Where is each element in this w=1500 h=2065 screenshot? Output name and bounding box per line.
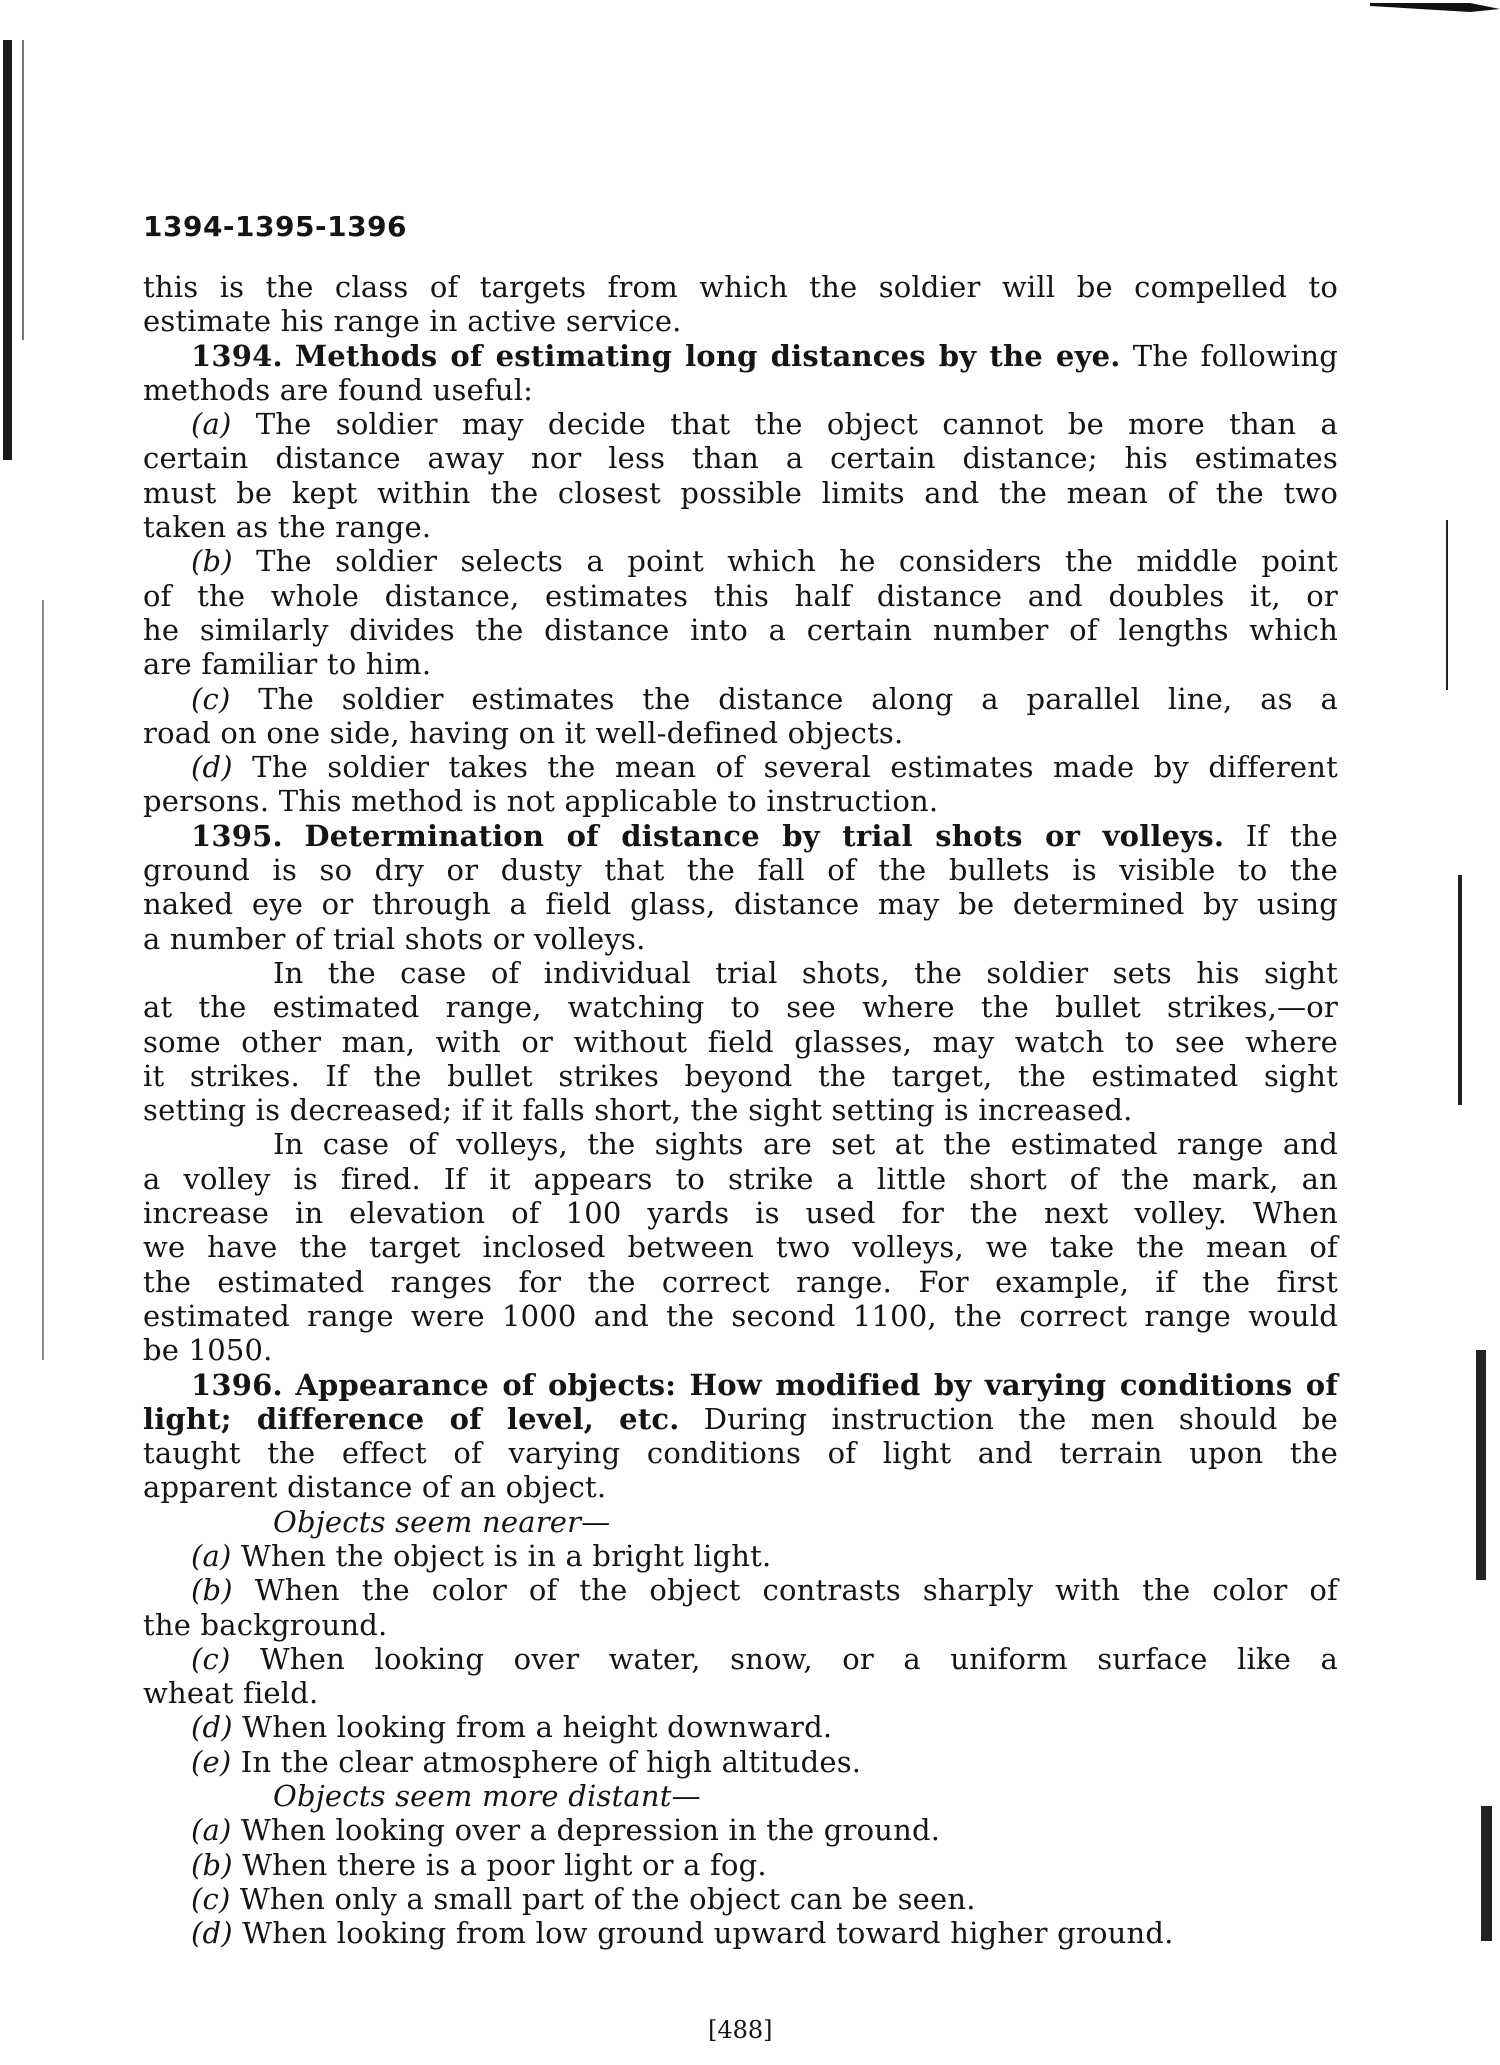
text-line <box>143 339 1338 373</box>
text-line <box>143 579 1338 613</box>
line-text: some other man, with or without field glasses, may watch to see where <box>143 1024 1338 1059</box>
line-text: of the whole distance, estimates this half distance and doubles it, or <box>143 578 1338 613</box>
list-intro: Objects seem nearer— <box>273 1504 611 1539</box>
text-line <box>143 1127 1338 1161</box>
item-label: (c) <box>191 1881 231 1916</box>
page-number: [488] <box>708 2016 773 2044</box>
corner-arrow-mark <box>1370 0 1500 14</box>
line-text: In the clear atmosphere of high altitudes. <box>231 1744 862 1779</box>
line-text: the estimated ranges for the correct range. For example, if the first <box>143 1264 1338 1299</box>
line-text: taken as the range. <box>143 510 432 545</box>
text-line <box>143 1848 1338 1882</box>
line-text: this is the class of targets from which the soldier will be compelled to <box>143 270 1338 304</box>
text-line <box>143 1642 1338 1676</box>
text-line <box>143 1436 1338 1470</box>
text-line <box>143 1745 1338 1779</box>
line-text: When looking from low ground upward toward higher ground. <box>232 1916 1174 1951</box>
text-line <box>143 373 1338 407</box>
text-line <box>143 1196 1338 1230</box>
section-number: 1394. <box>191 338 283 373</box>
text-line <box>143 1779 1338 1813</box>
text-line <box>143 1402 1338 1436</box>
item-label: (b) <box>191 1573 233 1608</box>
line-text: When only a small part of the object can be seen. <box>230 1881 976 1916</box>
text-line <box>143 887 1338 921</box>
item-label: (c) <box>191 1641 231 1676</box>
scan-edge-left <box>3 40 12 460</box>
item-label: (b) <box>191 544 233 579</box>
item-label: (e) <box>191 1744 232 1779</box>
line-text: When the color of the object contrasts sharply with the color of <box>232 1573 1338 1608</box>
text-line <box>143 1573 1338 1607</box>
line-text: The soldier takes the mean of several estimates made by different <box>232 750 1338 785</box>
section-range-header: 1394-1395-1396 <box>143 210 408 243</box>
text-line <box>143 407 1338 441</box>
item-label: (a) <box>191 407 232 442</box>
text-line <box>143 784 1338 818</box>
line-text: setting is decreased; if it falls short, the sight setting is increased. <box>143 1093 1133 1128</box>
line-text: In case of volleys, the sights are set at the estimated range and <box>273 1127 1338 1162</box>
line-text: ground is so dry or dusty that the fall of the bullets is visible to the <box>143 853 1338 888</box>
item-label: (a) <box>191 1813 232 1848</box>
line-text: increase in elevation of 100 yards is used for the next volley. When <box>143 1196 1338 1231</box>
line-text: road on one side, having on it well-defined objects. <box>143 715 904 750</box>
line-text: are familiar to him. <box>143 647 432 682</box>
line-text: When looking over a depression in the ground. <box>231 1813 941 1848</box>
text-line <box>143 1368 1338 1402</box>
line-text: must be kept within the closest possible limits and the mean of the two <box>143 475 1338 510</box>
text-line <box>143 613 1338 647</box>
line-text: During instruction the men should be <box>679 1401 1338 1436</box>
text-line <box>143 476 1338 510</box>
text-line <box>143 1299 1338 1333</box>
item-label: (d) <box>191 1916 233 1951</box>
text-line <box>143 716 1338 750</box>
line-text: he similarly divides the distance into a certain number of lengths which <box>143 612 1338 647</box>
line-text: methods are found useful: <box>143 372 534 407</box>
text-line <box>143 270 1338 304</box>
text-line <box>143 1470 1338 1504</box>
margin-mark-right-1 <box>1446 520 1448 690</box>
line-text: we have the target inclosed between two volleys, we take the mean of <box>143 1230 1338 1265</box>
line-text: taught the effect of varying conditions of light and terrain upon the <box>143 1436 1338 1471</box>
section-number: 1396. <box>191 1367 283 1402</box>
line-text: When there is a poor light or a fog. <box>232 1847 767 1882</box>
text-line <box>143 1813 1338 1847</box>
line-text: The soldier may decide that the object cannot be more than a <box>231 407 1338 442</box>
section-heading: Appearance of objects: How modified by varying conditions of <box>295 1367 1339 1402</box>
text-line <box>143 1265 1338 1299</box>
text-line <box>143 956 1338 990</box>
text-line <box>143 1710 1338 1744</box>
text-line <box>143 1059 1338 1093</box>
text-line <box>143 1162 1338 1196</box>
text-line <box>143 1676 1338 1710</box>
line-text: In the case of individual trial shots, the soldier sets his sight <box>273 955 1338 990</box>
text-line <box>143 750 1338 784</box>
line-text: estimated range were 1000 and the second 1100, the correct range would <box>143 1298 1338 1333</box>
line-text: wheat field. <box>143 1676 319 1711</box>
text-line <box>143 1608 1338 1642</box>
item-label: (b) <box>191 1847 233 1882</box>
line-text: be 1050. <box>143 1333 273 1368</box>
item-label: (a) <box>191 1538 232 1573</box>
text-line <box>143 510 1338 544</box>
item-label: (d) <box>191 750 233 785</box>
text-line <box>143 304 1338 338</box>
scan-edge-left-3 <box>42 600 44 1360</box>
text-line <box>143 990 1338 1024</box>
line-text: a volley is fired. If it appears to strike a little short of the mark, an <box>143 1161 1338 1196</box>
line-text: a number of trial shots or volleys. <box>143 921 646 956</box>
line-text: The soldier selects a point which he considers the middle point <box>232 544 1338 579</box>
line-text: The following <box>1120 338 1338 373</box>
line-text: at the estimated range, watching to see where the bullet strikes,—or <box>143 990 1338 1025</box>
line-text: If the <box>1224 818 1338 853</box>
line-text: it strikes. If the bullet strikes beyond the target, the estimated sight <box>143 1058 1338 1093</box>
line-text: The soldier estimates the distance along a parallel line, as a <box>230 681 1338 716</box>
text-line <box>143 853 1338 887</box>
line-text: naked eye or through a field glass, distance may be determined by using <box>143 887 1338 922</box>
line-text: the background. <box>143 1607 388 1642</box>
body-text <box>143 270 1338 1951</box>
text-line <box>143 1025 1338 1059</box>
section-number: 1395. <box>191 818 283 853</box>
text-line <box>143 1916 1338 1950</box>
section-heading: Determination of distance by trial shots or volleys. <box>304 818 1225 853</box>
text-line <box>143 647 1338 681</box>
text-line <box>143 1093 1338 1127</box>
line-text: persons. This method is not applicable to instruction. <box>143 784 939 819</box>
item-label: (d) <box>191 1710 233 1745</box>
margin-mark-right-4 <box>1481 1806 1492 1941</box>
text-line <box>143 544 1338 578</box>
line-text: estimate his range in active service. <box>143 304 682 339</box>
text-line <box>143 1333 1338 1367</box>
section-heading: Methods of estimating long distances by the eye. <box>294 338 1121 373</box>
text-line <box>143 441 1338 475</box>
text-line <box>143 1882 1338 1916</box>
text-line <box>143 1230 1338 1264</box>
line-text: When the object is in a bright light. <box>231 1538 772 1573</box>
text-line <box>143 1505 1338 1539</box>
margin-mark-right-2 <box>1458 875 1462 1105</box>
section-heading: light; difference of level, etc. <box>143 1401 680 1436</box>
line-text: apparent distance of an object. <box>143 1470 607 1505</box>
line-text: When looking over water, snow, or a uniform surface like a <box>230 1641 1338 1676</box>
list-intro: Objects seem more distant— <box>273 1779 701 1814</box>
text-line <box>143 819 1338 853</box>
item-label: (c) <box>191 681 231 716</box>
line-text: certain distance away nor less than a certain distance; his estimates <box>143 441 1338 476</box>
margin-mark-right-3 <box>1476 1350 1486 1580</box>
text-line <box>143 922 1338 956</box>
text-line <box>143 682 1338 716</box>
scan-edge-left-2 <box>22 40 24 340</box>
text-line <box>143 1539 1338 1573</box>
line-text: When looking from a height downward. <box>232 1710 833 1745</box>
